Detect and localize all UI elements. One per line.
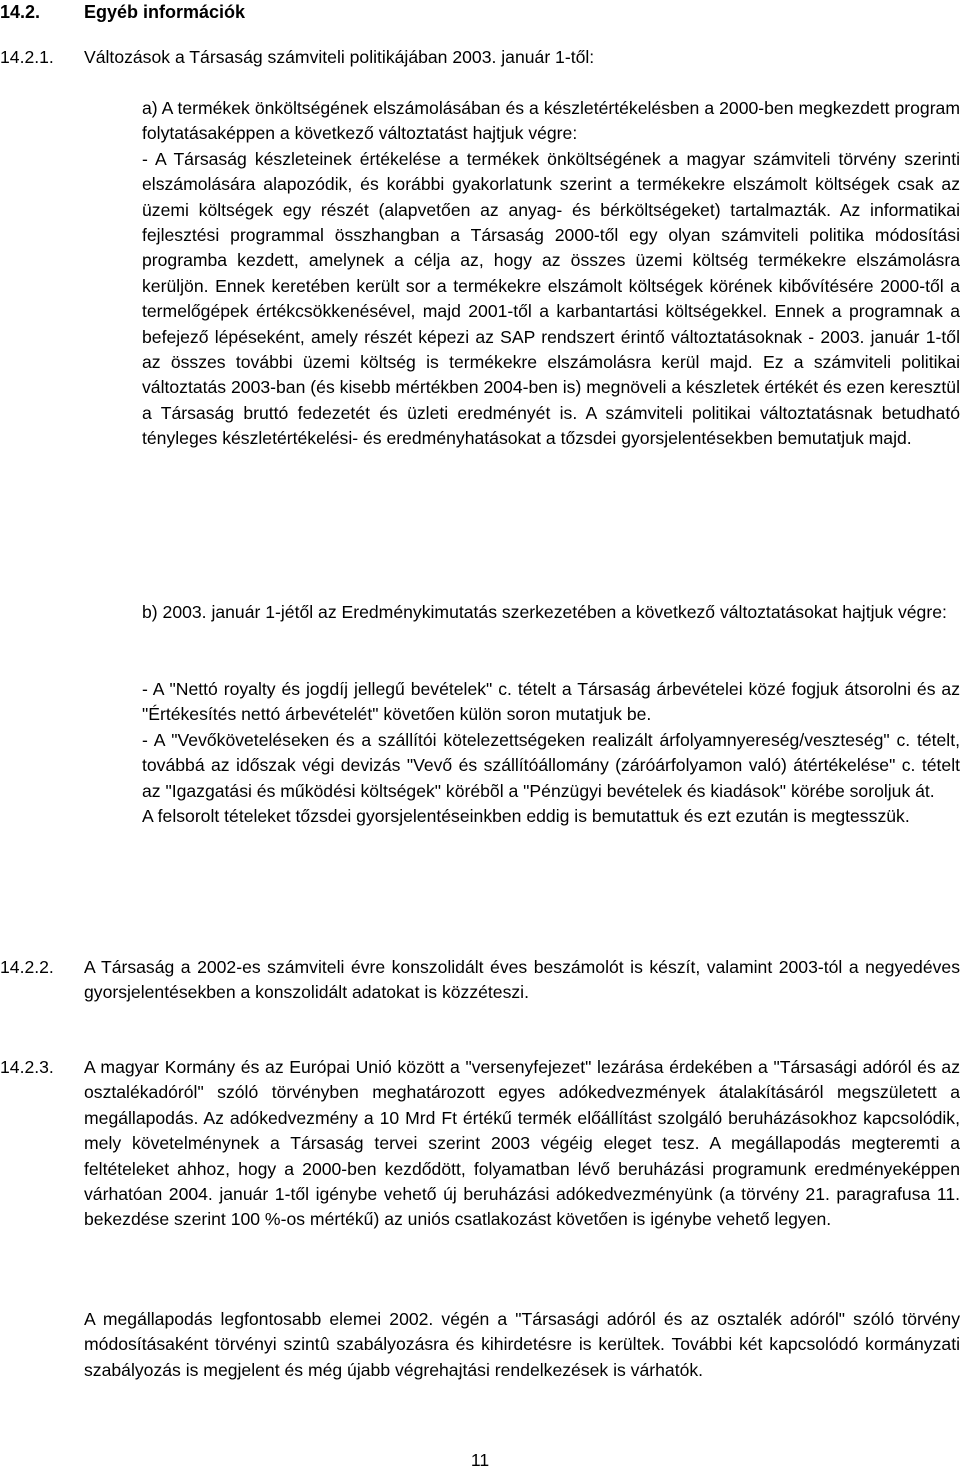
subsection-3-paragraph-1: A magyar Kormány és az Európai Unió között a "versenyfejezet" lezárása érdekében a "Társasági adóról és az osztalékadóról" szóló törvényben meghatározott egyes adókedvezmények átalakításáról megszületett a megállapodás. Az adókedvezmény a 10 Mrd Ft értékű termék előállítást szolgáló beruházásokhoz kapcsolódik, mely követelménynek a Társaság tervei szerint 2003 végéig eleget tesz. A megállapodás megteremti a feltételeket ahhoz, hogy a 2000-ben kezdődött, folyamatban lévő beruházási programunk eredményeképpen várhatóan 2004. január 1-től igénybe vehető új beruházási adókedvezményünk (a törvény 21. paragrafusa 11. bekezdése szerint 100 %-os mértékű) az uniós csatlakozást követően is igénybe vehető legyen. — [84, 1057, 960, 1230]
item-b-3: A felsorolt tételeket tőzsdei gyorsjelentéseinkben eddig is bemutattuk és ezt ezután is megtesszük. — [142, 806, 910, 827]
item-a-text-1: - A Társaság készleteinek értékelése a termékek önköltségének a magyar számviteli törvény szerinti elszámolására alapozódik, és korábbi gyakorlatunk szerint a termékekre elszámolt költségek csak az üzemi költségek egy részét (alapvetően az anyag- és bérköltségeket) tartalmazták. — [142, 148, 960, 220]
subsection-body-3b — [84, 1307, 960, 1383]
page-number: 11 — [470, 1450, 490, 1470]
item-b-block — [142, 600, 960, 625]
subsection-body-1 — [142, 96, 960, 452]
subsection-title-1: Változások a Társaság számviteli politikájában 2003. január 1-től: — [84, 47, 595, 67]
subsection-number-3: 14.2.3. — [0, 1057, 54, 1077]
item-b-2: - A "Vevőköveteléseken és a szállítói kötelezettségeken realizált árfolyamnyereség/veszteség" c. tételt, továbbá az időszak végi devizás "Vevő és szállítóállomány (záróárfolyamon való) átértékelése" c. tételt az "Igazgatási és működési költségek" körébõl a "Pénzügyi bevételek és kiadások" körébe soroljuk át. — [142, 729, 960, 801]
item-b-list — [142, 677, 960, 829]
subsection-body-2 — [84, 955, 960, 1006]
section-number: 14.2. — [0, 2, 41, 22]
subsection-number-2: 14.2.2. — [0, 957, 54, 977]
item-a: a) A termékek önköltségének elszámolásában és a készletértékelésben a 2000-ben megkezdett program folytatásaképpen a következő változtatást hajtjuk végre: — [142, 98, 960, 144]
section-title: Egyéb információk — [84, 2, 246, 22]
subsection-number-1: 14.2.1. — [0, 47, 54, 67]
item-b-1: - A "Nettó royalty és jogdíj jellegű bevételek" c. tételt a Társaság árbevételei közé fogjuk átsorolni és az "Értékesítés nettó árbevételét" követően külön soron mutatjuk be. — [142, 679, 960, 725]
item-a-text-6: A számviteli politikai változtatásnak betudható tényleges készletértékelési- és eredményhatásokat a tőzsdei gyorsjelentésekben bemutatjuk majd. — [142, 402, 960, 449]
subsection-3-paragraph-2: A megállapodás legfontosabb elemei 2002. végén a "Társasági adóról és az osztalék adóról" szóló törvény módosításaként törvényi szintû szabályozásra és kihirdetésre is kerültek. További két kapcsolódó kormányzati szabályozás is megjelent és még újabb végrehajtási rendelkezések is várhatók. — [84, 1309, 960, 1380]
item-b: b) 2003. január 1-jétől az Eredménykimutatás szerkezetében a következő változtatásokat hajtjuk végre: — [142, 602, 947, 622]
item-a-paragraph — [142, 147, 960, 452]
item-a-text-4: Ennek a programnak a befejező lépéseként, amely részét képezi az SAP rendszert érintő változtatásoknak - 2003. január 1-től az összes további üzemi költség is termékekre elszámolásra kerül majd. — [142, 301, 960, 373]
item-a-text-2: Az informatikai fejlesztési programmal összhangban a Társaság 2000-től egy olyan számviteli politika módosítási programba kezdett, amelynek a célja az, hogy az összes üzemi költség termékekre elszámolásra kerüljön. — [142, 199, 960, 296]
item-a-text-5: Ez a számviteli politikai változtatás 2003-ban (és kisebb mértékben 2004-ben is) megnöveli a készletek értékét és ezen keresztül a Társaság bruttó fedezetét és üzleti eredményét is. — [142, 352, 960, 423]
item-a-text-3: Ennek keretében került sor a termékekre elszámolt költségek körének kibővítésére 2000-től a termelőgépek értékcsökkenésével, majd 2001-től a karbantartási költségekkel. — [142, 275, 960, 322]
subsection-body-3 — [84, 1055, 960, 1233]
subsection-2-text: A Társaság a 2002-es számviteli évre konszolidált éves beszámolót is készít, valamint 2003-tól a negyedéves gyorsjelentésekben a konszolidált adatokat is közzéteszi. — [84, 957, 960, 1003]
